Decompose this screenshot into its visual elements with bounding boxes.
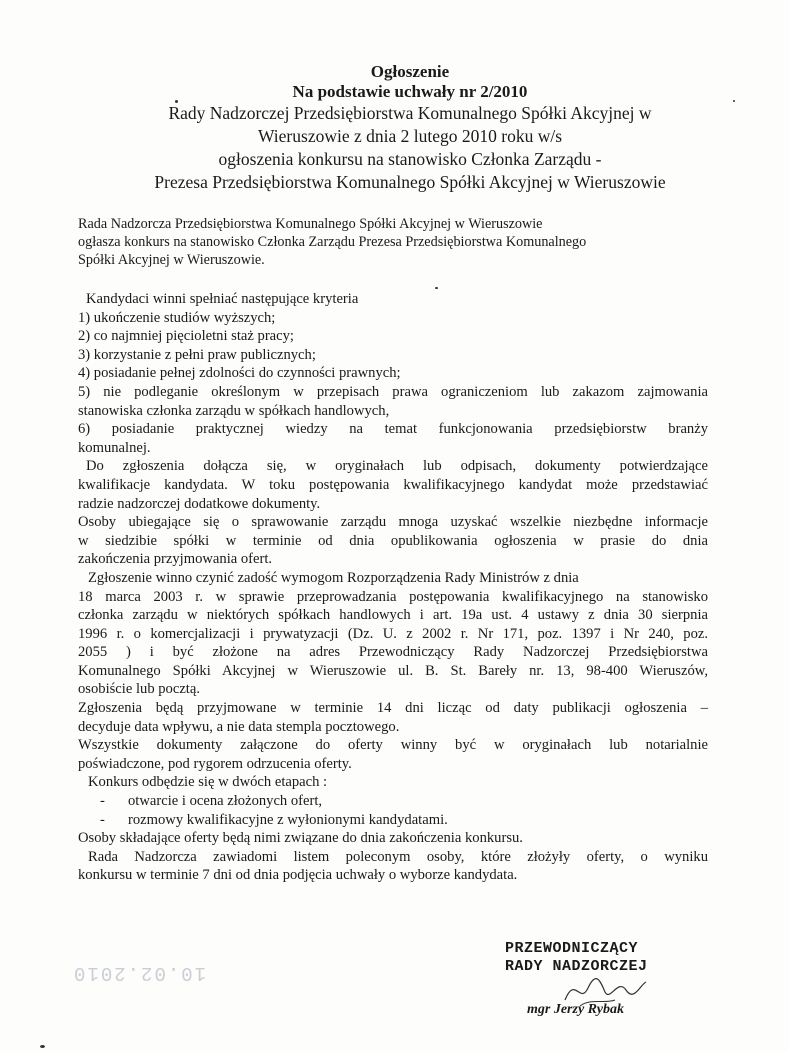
- stage-text: otwarcie i ocena złożonych ofert,: [128, 793, 323, 810]
- intro-line: ogłasza konkurs na stanowisko Członka Zarządu Prezesa Przedsiębiorstwa Komunalnego: [78, 234, 587, 250]
- deadline-line: decyduje data wpływu, a nie data stempla pocztowego.: [78, 718, 400, 735]
- closing-line: Rada Nadzorcza zawiadomi listem poleconym osoby, które złożyły oferty, o wyniku: [88, 848, 708, 865]
- header-line: Rady Nadzorczej Przedsiębiorstwa Komunalnego Spółki Akcyjnej w: [168, 103, 652, 123]
- documents-note-line: poświadczone, pod rygorem odrzucenia oferty.: [78, 755, 352, 772]
- criteria-heading: Kandydaci winni spełniać następujące kryteria: [86, 291, 359, 307]
- submission-line: osobiście lub pocztą.: [78, 681, 200, 698]
- faded-date-stamp: 10.02.2010: [72, 962, 207, 984]
- signature-title: PRZEWODNICZĄCY: [505, 940, 639, 957]
- scan-speck: [435, 287, 438, 289]
- criteria-item: 5) nie podleganie określonym w przepisach prawa ograniczeniom lub zakazom zajmowania: [78, 383, 708, 400]
- docs-line: radzie nadzorczej dodatkowe dokumenty.: [78, 495, 321, 512]
- criteria-item: 3) korzystanie z pełni praw publicznych;: [78, 346, 316, 363]
- submission-line: członka zarządu w niektórych spółkach handlowych i art. 19a ust. 4 ustawy z dnia 30 sierpnia: [78, 607, 708, 624]
- document-title: Ogłoszenie: [370, 62, 450, 81]
- submission-line: Komunalnego Spółki Akcyjnej w Wieruszowie ul. B. St. Bareły nr. 13, 98-400 Wieruszów,: [78, 662, 708, 679]
- info-line: zakończenia przyjmowania ofert.: [78, 551, 273, 568]
- scan-speck: [733, 100, 735, 102]
- stage-dash: -: [100, 793, 105, 810]
- intro-line: Rada Nadzorcza Przedsiębiorstwa Komunalnego Spółki Akcyjnej w Wieruszowie: [78, 216, 543, 232]
- intro-line: Spółki Akcyjnej w Wieruszowie.: [78, 252, 265, 268]
- submission-line: Zgłoszenie winno czynić zadość wymogom Rozporządzenia Rady Ministrów z dnia: [88, 569, 579, 586]
- signature-title: RADY NADZORCZEJ: [505, 958, 648, 975]
- header-line: ogłoszenia konkursu na stanowisko Członka Zarządu -: [218, 149, 602, 169]
- stages-heading: Konkurs odbędzie się w dwóch etapach :: [88, 774, 328, 791]
- scan-speck: [175, 100, 178, 103]
- criteria-item: komunalnej.: [78, 439, 151, 456]
- criteria-item: stanowiska członka zarządu w spółkach handlowych,: [78, 402, 390, 419]
- submission-line: 18 marca 2003 r. w sprawie przeprowadzania postępowania kwalifikacyjnego na stanowisko: [78, 588, 708, 605]
- intro-paragraph: [78, 215, 718, 269]
- documents-note-line: Wszystkie dokumenty załączone do oferty winny być w oryginałach lub notarialnie: [78, 737, 708, 754]
- docs-line: kwalifikacje kandydata. W toku postępowania kwalifikacyjnego kandydat może przedstawiać: [78, 476, 708, 493]
- info-line: w siedzibie spółki w terminie od dnia opublikowania ogłoszenia w prasie do dnia: [78, 532, 708, 549]
- docs-line: Do zgłoszenia dołącza się, w oryginałach lub odpisach, dokumenty potwierdzające: [86, 458, 708, 475]
- document-header: [60, 62, 760, 194]
- info-line: Osoby ubiegające się o sprawowanie zarządu mnoga uzyskać wszelkie niezbędne informacje: [78, 514, 708, 531]
- stage-dash: -: [100, 811, 105, 828]
- submission-line: 1996 r. o komercjalizacji i prywatyzacji (Dz. U. z 2002 r. Nr 171, poz. 1397 i Nr 240, poz.: [78, 625, 708, 642]
- stage-text: rozmowy kwalifikacyjne z wyłonionymi kandydatami.: [128, 811, 448, 828]
- deadline-line: Zgłoszenia będą przyjmowane w terminie 14 dni licząc od daty publikacji ogłoszenia –: [78, 700, 708, 717]
- handwritten-signature-icon: [560, 970, 650, 1010]
- document-body: [78, 290, 708, 885]
- criteria-item: 4) posiadanie pełnej zdolności do czynności prawnych;: [78, 365, 401, 382]
- binding-line: Osoby składające oferty będą nimi związane do dnia zakończenia konkursu.: [78, 830, 523, 847]
- scan-speck: [40, 1045, 45, 1048]
- header-line: Wieruszowie z dnia 2 lutego 2010 roku w/s: [257, 126, 563, 146]
- submission-line: 2055 ) i być złożone na adres Przewodniczący Rady Nadzorczej Przedsiębiorstwa: [78, 644, 708, 661]
- header-line: Prezesa Przedsiębiorstwa Komunalnego Spółki Akcyjnej w Wieruszowie: [154, 172, 666, 192]
- stage-item: [78, 792, 708, 811]
- closing-line: konkursu w terminie 7 dni od dnia podjęcia uchwały o wyborze kandydata.: [78, 867, 518, 884]
- document-subtitle: Na podstawie uchwały nr 2/2010: [292, 82, 528, 101]
- signatory-name: mgr Jerzy Rybak: [527, 1002, 624, 1017]
- criteria-item: 1) ukończenie studiów wyższych;: [78, 309, 276, 326]
- criteria-item: 2) co najmniej pięcioletni staż pracy;: [78, 328, 294, 345]
- criteria-item: 6) posiadanie praktycznej wiedzy na temat funkcjonowania przedsiębiorstw branży: [78, 421, 708, 438]
- stage-item: [78, 811, 708, 830]
